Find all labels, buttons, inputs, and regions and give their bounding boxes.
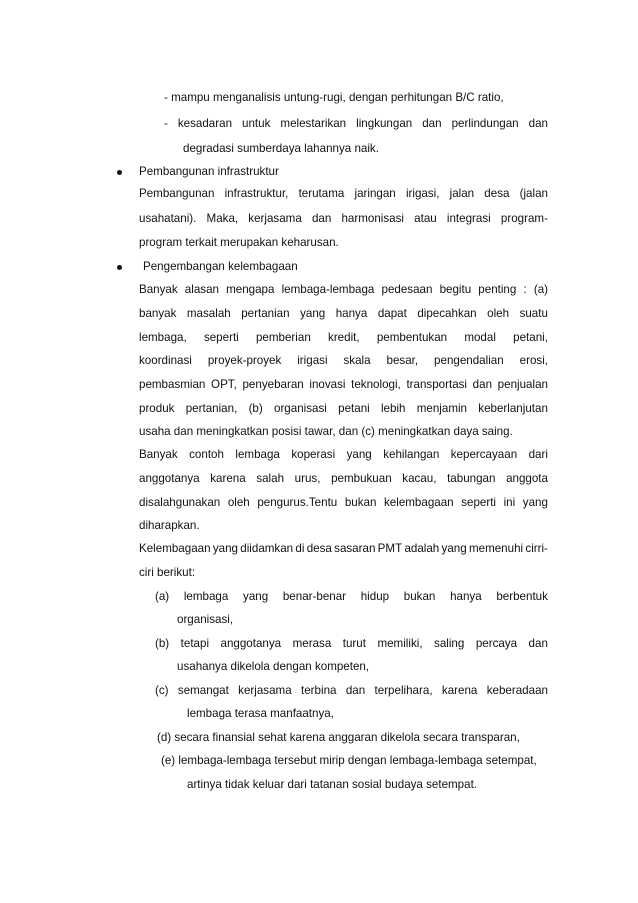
word: kerjasama	[248, 212, 302, 225]
word: anggotanya	[139, 472, 200, 485]
word: produk	[139, 402, 175, 415]
text-line	[139, 541, 548, 557]
word: dan	[422, 117, 442, 130]
word: pertanian	[241, 307, 290, 320]
section-heading: Pengembangan kelembagaan	[143, 260, 298, 273]
text-line	[139, 401, 548, 417]
word: menjamin	[416, 402, 468, 415]
word: lembaga	[183, 590, 229, 603]
word: hidup	[360, 590, 390, 603]
word: terbina	[301, 684, 337, 697]
word: (b)	[248, 402, 263, 415]
word: besar,	[386, 354, 419, 367]
word: yang	[212, 542, 238, 555]
word: merasa	[292, 637, 332, 650]
word: pembentukan	[376, 331, 448, 344]
text-line	[139, 211, 548, 227]
text-line	[139, 377, 548, 393]
text-line: lembaga terasa manfaatnya,	[187, 707, 334, 720]
word: irigasi	[297, 354, 328, 367]
text-line	[139, 471, 548, 487]
word: lembaga-lembaga	[281, 283, 375, 296]
word: untuk	[242, 117, 271, 130]
word: koperasi	[291, 448, 336, 461]
word: memenuhi	[468, 542, 524, 555]
word: dan	[528, 637, 548, 650]
text-line: usaha dan meningkatkan posisi tawar, dan (c) meningkatkan daya saing.	[139, 425, 513, 438]
text-line: artinya tidak keluar dari tatanan sosial budaya setempat.	[187, 778, 478, 791]
word: contoh	[189, 448, 224, 461]
word: dan	[311, 212, 332, 225]
word: adalah	[404, 542, 440, 555]
word: penjualan	[497, 378, 548, 391]
word: diidamkan	[240, 542, 294, 555]
word: benar-benar	[282, 590, 347, 603]
section-heading: Pembangunan infrastruktur	[139, 165, 279, 178]
word: dan	[528, 117, 548, 130]
list-item: (e) lembaga-lembaga tersebut mirip dengan lembaga-lembaga setempat,	[161, 754, 537, 767]
text-line	[164, 116, 548, 132]
word: pembukuan	[331, 472, 392, 485]
word: petani,	[513, 331, 548, 344]
word: (jalan	[519, 187, 548, 200]
word: pemberian	[255, 331, 311, 344]
word: kacau,	[402, 472, 437, 485]
word: disalahgunakan	[139, 496, 221, 509]
word: lembaga	[235, 448, 280, 461]
word: di	[295, 542, 305, 555]
word: inovasi	[309, 378, 346, 391]
word: memiliki,	[377, 637, 423, 650]
word: Banyak	[139, 283, 178, 296]
word: semangat	[177, 684, 229, 697]
word: erosi,	[519, 354, 548, 367]
word: kerjasama	[238, 684, 292, 697]
word: pengurus.Tentu	[257, 496, 338, 509]
word: dipecahkan	[417, 307, 477, 320]
word: alasan	[184, 283, 219, 296]
word: salah	[256, 472, 285, 485]
word: penting	[478, 283, 517, 296]
word: kelembagaan	[384, 496, 454, 509]
word: dan	[345, 684, 366, 697]
word: petani	[338, 402, 370, 415]
word: yang	[243, 590, 269, 603]
text-line	[139, 330, 548, 346]
text-line: ciri berikut:	[139, 566, 196, 579]
word: jalan	[449, 187, 475, 200]
word: program-	[500, 212, 548, 225]
text-line: degradasi sumberdaya lahannya naik.	[183, 142, 379, 155]
text-line	[139, 282, 548, 298]
text-line: - mampu menganalisis untung-rugi, dengan perhitungan B/C ratio,	[164, 91, 504, 104]
word: oleh	[227, 496, 250, 509]
word: keberadaan	[486, 684, 548, 697]
word: percaya	[475, 637, 518, 650]
word: (b)	[155, 637, 170, 650]
word: terpelihara,	[374, 684, 433, 697]
word: desa	[484, 187, 510, 200]
word: skala	[343, 354, 371, 367]
text-line	[139, 306, 548, 322]
word: oleh	[487, 307, 510, 320]
text-line: usahanya dikelola dengan kompeten,	[177, 660, 370, 673]
word: ini	[503, 496, 516, 509]
word: suatu	[519, 307, 548, 320]
word: Banyak	[139, 448, 178, 461]
word: karena	[441, 684, 478, 697]
word: anggotanya	[220, 637, 282, 650]
word: PMT	[377, 542, 403, 555]
text-line	[139, 353, 548, 369]
word: integrasi	[446, 212, 491, 225]
list-item: (d) secara finansial sehat karena anggaran dikelola secara transparan,	[157, 731, 520, 744]
word: mengapa	[226, 283, 275, 296]
word: organisasi	[274, 402, 327, 415]
word: pembasmian	[139, 378, 206, 391]
word: Pembangunan	[139, 187, 215, 200]
word: kepercayaan	[450, 448, 518, 461]
word: proyek-proyek	[207, 354, 282, 367]
text-line	[139, 447, 548, 463]
bullet-icon	[117, 265, 122, 270]
word: saling	[434, 637, 465, 650]
word: anggota	[506, 472, 548, 485]
word: dapat	[377, 307, 407, 320]
word: urus,	[294, 472, 321, 485]
word: seperti	[203, 331, 239, 344]
word: pertanian,	[185, 402, 238, 415]
word: (a)	[155, 590, 170, 603]
word: (c)	[155, 684, 169, 697]
word: sasaran	[334, 542, 376, 555]
word: melestarikan	[280, 117, 347, 130]
word: :	[523, 283, 527, 296]
word: terutama	[298, 187, 345, 200]
list-item	[155, 636, 548, 652]
word: Kelembagaan	[139, 542, 211, 555]
word: -	[164, 117, 168, 130]
word: kredit,	[328, 331, 360, 344]
word: kehilangan	[383, 448, 440, 461]
word: bukan	[403, 590, 436, 603]
word: dan	[472, 378, 493, 391]
word: dari	[528, 448, 548, 461]
word: koordinasi	[139, 354, 192, 367]
text-line: organisasi,	[177, 613, 234, 626]
word: yang	[346, 448, 372, 461]
word: seperti	[461, 496, 497, 509]
word: yang	[441, 542, 467, 555]
word: transportasi	[406, 378, 468, 391]
word: OPT,	[211, 378, 237, 391]
word: berbentuk	[496, 590, 548, 603]
word: atau	[414, 212, 437, 225]
word: lembaga,	[139, 331, 187, 344]
word: penyebaran	[242, 378, 304, 391]
word: tabungan	[447, 472, 496, 485]
word: hanya	[335, 307, 368, 320]
word: pengendalian	[434, 354, 504, 367]
word: lingkungan	[356, 117, 413, 130]
word: turut	[342, 637, 366, 650]
bullet-icon	[117, 170, 122, 175]
word: yang	[522, 496, 548, 509]
word: tetapi	[180, 637, 210, 650]
word: (a)	[533, 283, 548, 296]
word: cirri-	[525, 542, 548, 555]
word: jaringan	[354, 187, 396, 200]
list-item	[155, 683, 548, 699]
word: perlindungan	[451, 117, 519, 130]
word: usahatani).	[139, 212, 197, 225]
text-line	[139, 186, 548, 202]
word: lebih	[380, 402, 406, 415]
word: desa	[306, 542, 332, 555]
text-line: program terkait merupakan keharusan.	[139, 236, 339, 249]
text-line: diharapkan.	[139, 519, 200, 532]
word: irigasi,	[405, 187, 440, 200]
word: begitu	[439, 283, 472, 296]
text-line	[139, 495, 548, 511]
word: pedesaan	[381, 283, 433, 296]
word: karena	[210, 472, 246, 485]
word: harmonisasi	[341, 212, 404, 225]
list-item	[155, 589, 548, 605]
word: teknologi,	[351, 378, 401, 391]
word: yang	[300, 307, 326, 320]
word: kesadaran	[177, 117, 233, 130]
word: bukan	[344, 496, 377, 509]
word: modal	[464, 331, 496, 344]
word: masalah	[186, 307, 231, 320]
word: Maka,	[206, 212, 239, 225]
word: keberlanjutan	[478, 402, 548, 415]
word: infrastruktur,	[224, 187, 289, 200]
word: banyak	[139, 307, 177, 320]
word: hanya	[450, 590, 482, 603]
